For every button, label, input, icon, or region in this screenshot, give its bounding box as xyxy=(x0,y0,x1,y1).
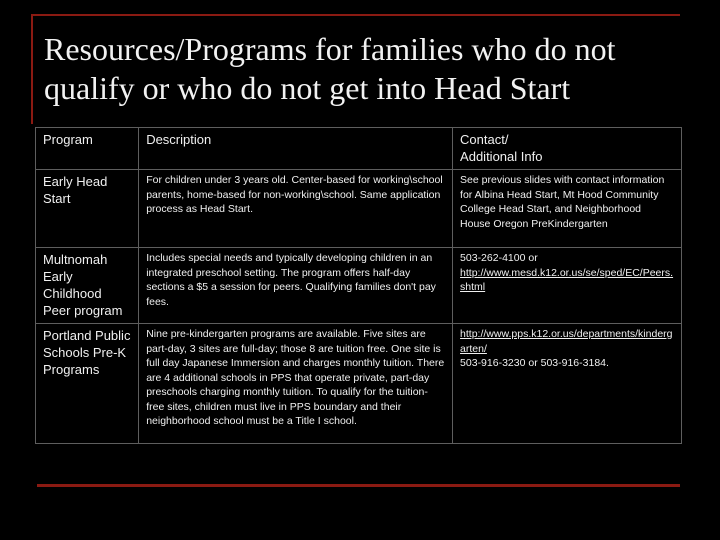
row-contact xyxy=(453,324,682,444)
header-contact-line1: Contact/ xyxy=(460,132,509,147)
row-program: Early Head Start xyxy=(36,170,139,248)
contact-phone: 503-262-4100 or xyxy=(460,252,538,264)
header-contact-line2: Additional Info xyxy=(460,149,543,164)
bottom-rule xyxy=(37,484,680,487)
row-description: Includes special needs and typically developing children in an integrated preschool setting. The program offers half-day sections a $5 a session for peers. Qualifying families don't pay fees. xyxy=(139,248,453,324)
table-row xyxy=(36,248,682,324)
table-header-row xyxy=(36,128,682,170)
contact-link[interactable]: http://www.mesd.k12.or.us/se/sped/EC/Peers.shtml xyxy=(460,266,674,293)
left-rule xyxy=(31,14,33,124)
row-contact xyxy=(453,248,682,324)
row-program: Multnomah Early Childhood Peer program xyxy=(36,248,139,324)
header-contact xyxy=(453,128,682,170)
slide-title: Resources/Programs for families who do not qualify or who do not get into Head Start xyxy=(44,31,616,106)
row-description: For children under 3 years old. Center-based for working\school parents, home-based for non-working\school. Same application process as Head Start. xyxy=(139,170,453,248)
header-description: Description xyxy=(139,128,453,170)
contact-phone: 503-916-3230 or 503-916-3184. xyxy=(460,357,609,369)
contact-link[interactable]: http://www.pps.k12.or.us/departments/kindergarten/ xyxy=(460,328,673,355)
row-description: Nine pre-kindergarten programs are available. Five sites are part-day, 3 sites are full-day; those 8 are tuition free. One site is full day Japanese Immersion and charges monthly tuition. There are 4 additional schools in PPS that operate private, part-day preschools charging monthly tuition. To qualify for the tuition-free sites, children must live in PPS boundary and their neighborhood school must be a Title I school. xyxy=(139,324,453,444)
header-program: Program xyxy=(36,128,139,170)
row-program: Portland Public Schools Pre-K Programs xyxy=(36,324,139,444)
row-contact: See previous slides with contact information for Albina Head Start, Mt Hood Community College Head Start, and Neighborhood House Oregon PreKindergarten xyxy=(453,170,682,248)
top-rule xyxy=(31,14,680,16)
table-row xyxy=(36,324,682,444)
programs-table xyxy=(35,127,682,444)
table-row xyxy=(36,170,682,248)
